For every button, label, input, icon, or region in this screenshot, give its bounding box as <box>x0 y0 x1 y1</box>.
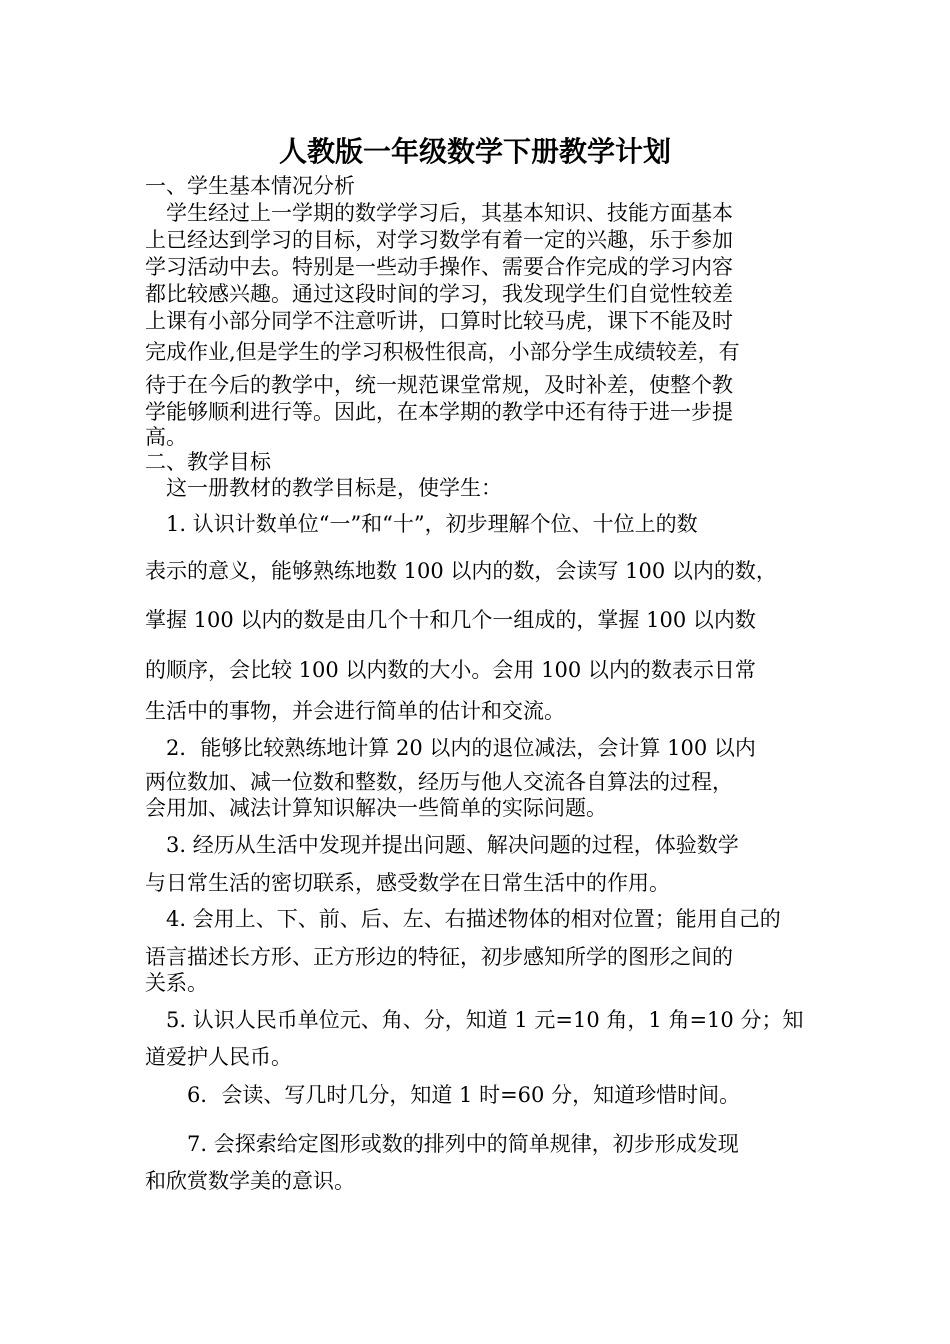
paragraph-line: 这一册教材的教学目标是，使学生： <box>145 476 502 500</box>
goal-item-3-line: 3. 经历从生活中发现并提出问题、解决问题的过程，体验数学 <box>145 833 739 857</box>
paragraph-line: 上课有小部分同学不注意听讲，口算时比较马虎，课下不能及时 <box>145 309 733 333</box>
goal-item-2-line: 会用加、减法计算知识解决一些简单的实际问题。 <box>145 796 607 820</box>
section-heading-student-analysis: 一、学生基本情况分析 <box>145 174 355 198</box>
goal-item-1-line: 1. 认识计数单位“一”和“十”，初步理解个位、十位上的数 <box>145 512 698 536</box>
paragraph-line: 完成作业,但是学生的学习积极性很高，小部分学生成绩较差，有 <box>145 340 740 364</box>
goal-item-4-line: 4. 会用上、下、前、后、左、右描述物体的相对位置；能用自己的 <box>145 907 781 931</box>
goal-item-4-line: 关系。 <box>145 971 208 995</box>
goal-item-1-line: 表示的意义，能够熟练地数 100 以内的数，会读写 100 以内的数， <box>145 559 777 583</box>
goal-item-1-line: 的顺序，会比较 100 以内数的大小。会用 100 以内的数表示日常 <box>145 658 756 682</box>
paragraph-line: 待于在今后的教学中，统一规范课堂常规，及时补差，使整个教 <box>145 373 733 397</box>
goal-item-5-line: 5. 认识人民币单位元、角、分，知道 1 元=10 角，1 角=10 分；知 <box>145 1008 804 1032</box>
goal-item-7-line: 7. 会探索给定图形或数的排列中的简单规律，初步形成发现 <box>145 1132 739 1156</box>
document-title: 人教版一年级数学下册教学计划 <box>278 135 671 168</box>
goal-item-2-line: 两位数加、减一位数和整数，经历与他人交流各自算法的过程， <box>145 770 733 794</box>
goal-item-5-line: 道爱护人民币。 <box>145 1045 292 1069</box>
section-heading-teaching-goals: 二、教学目标 <box>145 450 271 474</box>
goal-item-7-line: 和欣赏数学美的意识。 <box>145 1169 355 1193</box>
goal-item-1-line: 掌握 100 以内的数是由几个十和几个一组成的，掌握 100 以内数 <box>145 608 756 632</box>
goal-item-3-line: 与日常生活的密切联系，感受数学在日常生活中的作用。 <box>145 871 670 895</box>
paragraph-line: 学生经过上一学期的数学学习后，其基本知识、技能方面基本 <box>145 201 733 225</box>
goal-item-4-line: 语言描述长方形、正方形边的特征，初步感知所学的图形之间的 <box>145 945 733 969</box>
paragraph-line: 都比较感兴趣。通过这段时间的学习，我发现学生们自觉性较差 <box>145 282 733 306</box>
goal-item-1-line: 生活中的事物，并会进行简单的估计和交流。 <box>145 699 565 723</box>
paragraph-line: 上已经达到学习的目标，对学习数学有着一定的兴趣，乐于参加 <box>145 228 733 252</box>
paragraph-line: 学习活动中去。特别是一些动手操作、需要合作完成的学习内容 <box>145 255 733 279</box>
goal-item-2-line: 2．能够比较熟练地计算 20 以内的退位减法，会计算 100 以内 <box>145 736 756 760</box>
goal-item-6-line: 6．会读、写几时几分，知道 1 时=60 分，知道珍惜时间。 <box>145 1083 741 1107</box>
paragraph-line: 学能够顺利进行等。因此，在本学期的教学中还有待于进一步提 <box>145 400 733 424</box>
paragraph-line: 高。 <box>145 425 187 449</box>
